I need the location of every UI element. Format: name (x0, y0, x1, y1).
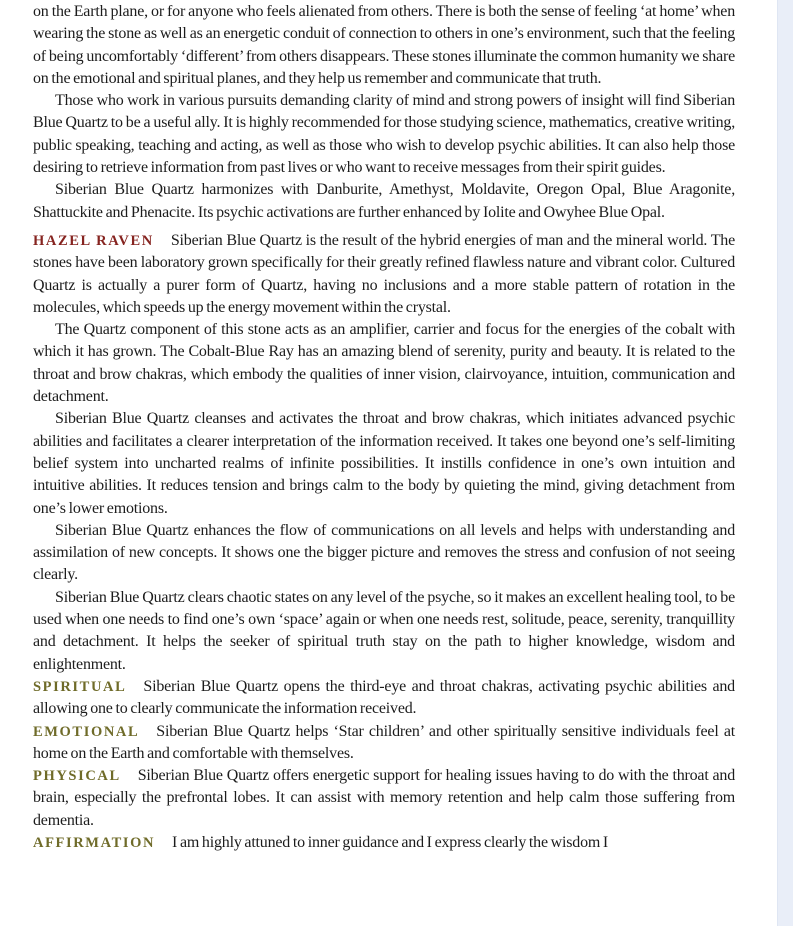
paragraph-text: Siberian Blue Quartz is the result of the hybrid energies of man and the mineral world. The stones have been laboratory grown specifically for their greatly refined flawless nature and vibrant color. Cultured Quartz is actually a purer form of Quartz, having no inclusions and a more stable pattern of rotation in the molecules, which speeds up the energy movement within the crystal. (33, 231, 735, 316)
section-label-affirmation: AFFIRMATION (33, 834, 156, 851)
paragraph-text: Siberian Blue Quartz helps ‘Star children’ and other spiritually sensitive individuals feel at home on the Earth and comfortable with themselves. (33, 722, 735, 762)
paragraph (33, 408, 735, 519)
paragraph-emotional-section (33, 721, 735, 766)
paragraph (33, 319, 735, 408)
page-right-gutter (777, 0, 793, 926)
paragraph-text: Siberian Blue Quartz clears chaotic states on any level of the psyche, so it makes an excellent healing tool, to be used when one needs to find one’s own ‘space’ again or when one needs rest, solitude, peace, serenity, tranquillity and detachment. It helps the seeker of spiritual truth stay on the path to higher knowledge, wisdom and enlightenment. (33, 588, 735, 673)
paragraph-text: Siberian Blue Quartz harmonizes with Danburite, Amethyst, Moldavite, Oregon Opal, Blue Aragonite, Shattuckite and Phenacite. Its psychic activations are further enhanced by Iolite and Owyhee Blue Opal. (33, 181, 735, 221)
paragraph-text: Siberian Blue Quartz opens the third-eye and throat chakras, activating psychic abilities and allowing one to clearly communicate the information received. (33, 677, 735, 718)
paragraph-text: Siberian Blue Quartz cleanses and activates the throat and brow chakras, which initiates advanced psychic abilities and facilitates a clearer interpretation of the information received. It takes one beyond one’s self-limiting belief system into uncharted realms of infinite possibilities. It instills confidence in one’s own intuition and intuitive abilities. It reduces tension and brings calm to the body by quieting the mind, giving detachment from one’s lower emotions. (33, 410, 735, 517)
paragraph-affirmation-section (33, 832, 735, 854)
paragraph-author-section (33, 230, 735, 319)
paragraph (33, 520, 735, 587)
paragraph-continuation (33, 1, 735, 90)
section-label-spiritual: SPIRITUAL (33, 678, 127, 695)
paragraph-physical-section (33, 765, 735, 832)
paragraph-spiritual-section (33, 676, 735, 721)
paragraph (33, 587, 735, 676)
paragraph (33, 90, 735, 179)
paragraph-text: I am highly attuned to inner guidance and I express clearly the wisdom I (172, 833, 609, 851)
paragraph (33, 179, 735, 224)
section-label-physical: PHYSICAL (33, 768, 121, 785)
author-name-label: HAZEL RAVEN (33, 232, 154, 249)
paragraph-text: on the Earth plane, or for anyone who feels alienated from others. There is both the sense of feeling ‘at home’ when wearing the stone as well as an energetic conduit of connection to others in one’s environment, such that the feeling of being uncomfortably ‘different’ from others disappears. These stones illuminate the common humanity we share on the emotional and spiritual planes, and they help us remember and communicate that truth. (33, 3, 735, 87)
paragraph-text: Siberian Blue Quartz offers energetic support for healing issues having to do with the throat and brain, especially the prefrontal lobes. It can assist with memory retention and help calm those suffering from dementia. (33, 767, 735, 829)
paragraph-text: The Quartz component of this stone acts as an amplifier, carrier and focus for the energies of the cobalt with which it has grown. The Cobalt-Blue Ray has an amazing blend of serenity, purity and beauty. It is related to the throat and brow chakras, which embody the qualities of inner vision, clairvoyance, intuition, communication and detachment. (33, 321, 735, 406)
paragraph-text: Siberian Blue Quartz enhances the flow of communications on all levels and helps with understanding and assimilation of new concepts. It shows one the bigger picture and removes the stress and confusion of not seeing clearly. (33, 521, 735, 584)
section-label-emotional: EMOTIONAL (33, 723, 140, 740)
paragraph-text: Those who work in various pursuits demanding clarity of mind and strong powers of insight will find Siberian Blue Quartz to be a useful ally. It is highly recommended for those studying science, mathematics, creative writing, public speaking, teaching and acting, as well as those who wish to develop psychic abilities. It can also help those desiring to retrieve information from past lives or who want to receive messages from their spirit guides. (33, 92, 735, 177)
text-column (33, 1, 735, 854)
